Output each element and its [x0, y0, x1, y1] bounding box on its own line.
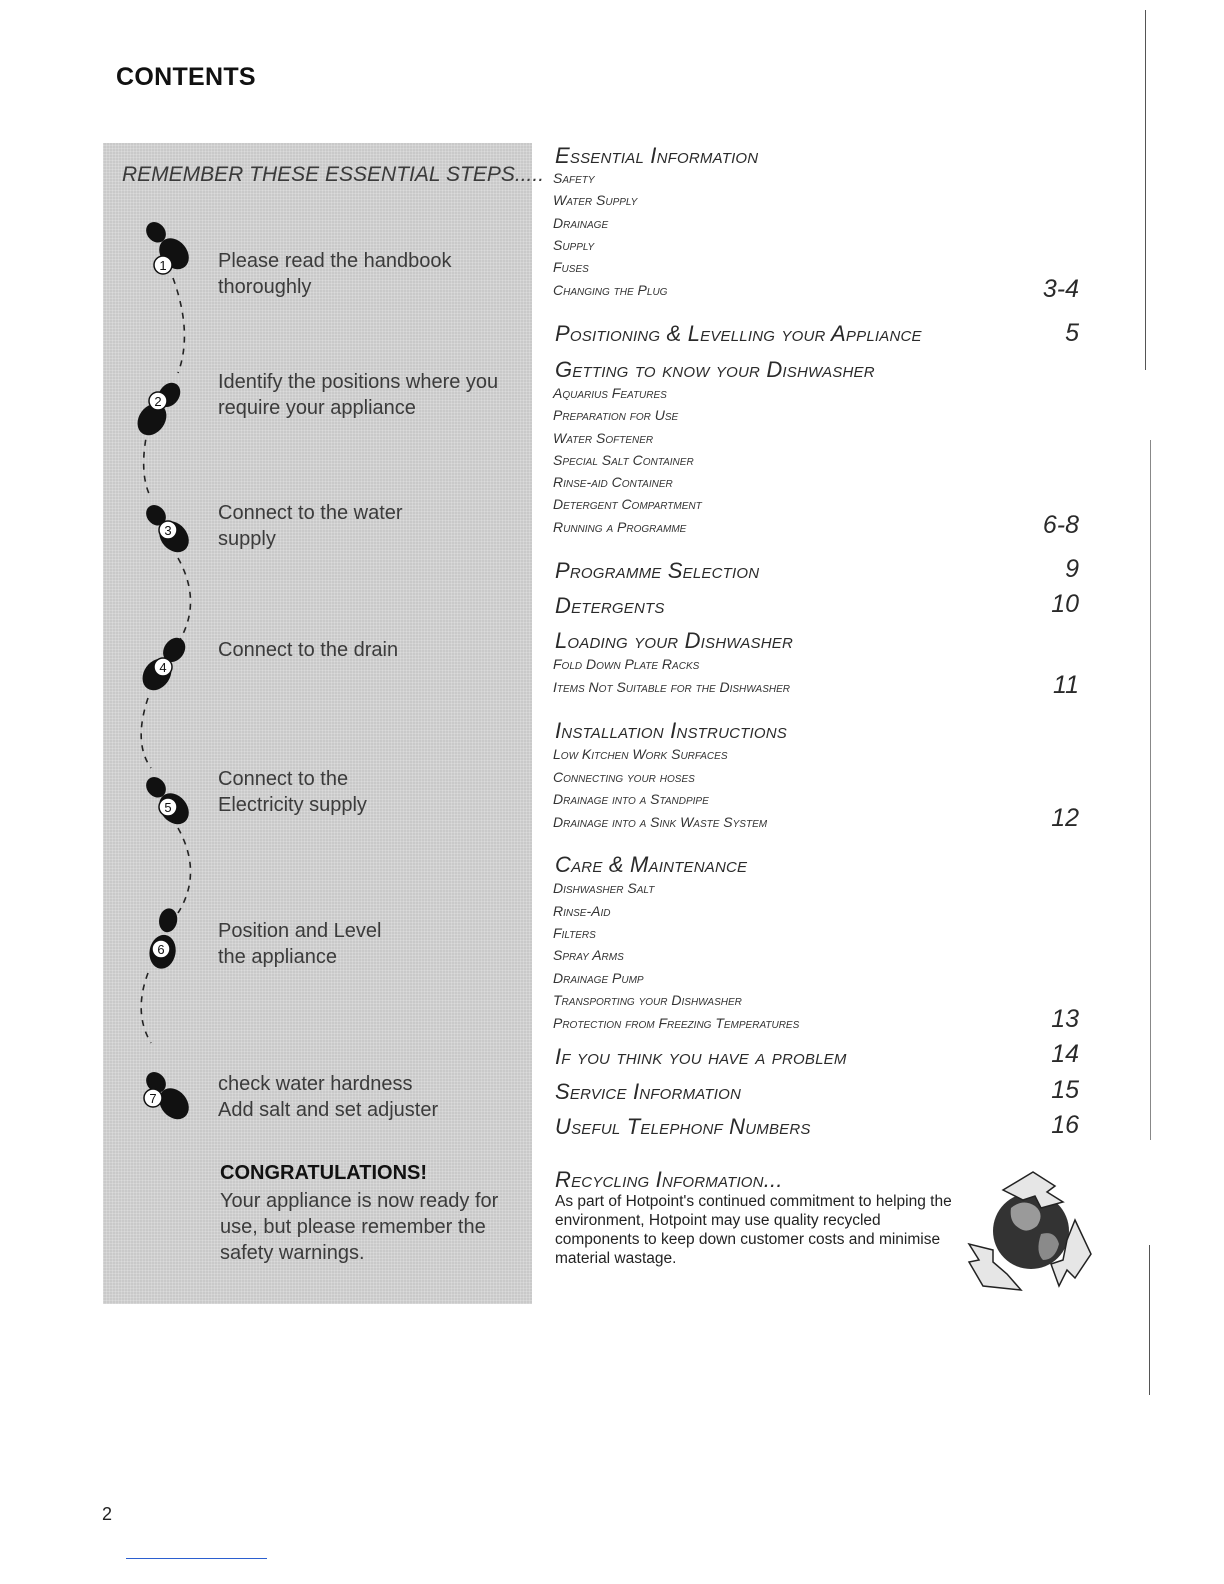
footprints-illustration [103, 143, 532, 1304]
page-number: 2 [102, 1504, 113, 1524]
margin-scan-line [1150, 440, 1151, 1140]
toc-item: Fold Down Plate Racks [553, 656, 700, 672]
toc-item: Items Not Suitable for the Dishwasher [553, 679, 790, 695]
toc-item: Special Salt Container [553, 452, 694, 468]
step-badge-4 [154, 658, 172, 676]
toc-item: Connecting your hoses [553, 769, 695, 785]
toc-item: Changing the Plug [553, 282, 668, 298]
toc-item: Transporting your Dishwasher [553, 992, 742, 1008]
recycle-globe-icon [963, 1168, 1099, 1294]
toc-page-number: 16 [1051, 1111, 1079, 1139]
step-line-2: Add salt and set adjuster [218, 1099, 439, 1121]
step-line-2: require your appliance [218, 397, 416, 419]
toc-essential-information: Essential Information [555, 143, 759, 168]
toc-item: Rinse-aid Container [553, 474, 673, 490]
toc-item: Spray Arms [553, 947, 624, 963]
page-title: CONTENTS [116, 63, 256, 91]
toc-telephone: Useful Telephonf Numbers [555, 1114, 811, 1139]
step-badge-2 [149, 392, 167, 410]
steps-heading: REMEMBER THESE ESSENTIAL STEPS..... [122, 163, 545, 186]
step-line-1: Connect to the [218, 768, 349, 790]
svg-text:4: 4 [159, 660, 167, 675]
recycling-heading: Recycling Information... [555, 1167, 783, 1192]
footprint-icon [147, 906, 183, 971]
step-4-text [218, 637, 398, 663]
toc-item: Drainage [553, 215, 609, 231]
step-line-1: Position and Level [218, 920, 382, 942]
recycling-text: As part of Hotpoint's continued commitment to helping the environment, Hotpoint may use quality recycled components to keep down customer costs and minimise material wastage. [555, 1193, 952, 1267]
toc-item: Drainage into a Standpipe [553, 791, 709, 807]
toc-getting-to-know: Getting to know your Dishwasher [555, 357, 875, 382]
step-badge-7 [144, 1089, 162, 1107]
toc-item: Low Kitchen Work Surfaces [553, 746, 728, 762]
toc-programme-selection: Programme Selection [555, 558, 760, 583]
toc-item: Dishwasher Salt [553, 880, 655, 896]
toc-page-number: 5 [1065, 319, 1079, 347]
step-6-text [218, 918, 381, 970]
toc-item: Safety [553, 170, 595, 186]
toc-page-number: 12 [1051, 804, 1079, 832]
toc-item: Drainage into a Sink Waste System [553, 814, 768, 830]
toc-page-number: 11 [1053, 671, 1079, 699]
step-badge-6 [152, 940, 170, 958]
step-2-text [218, 369, 498, 421]
step-line-1: check water hardness [218, 1073, 413, 1095]
step-3-text [218, 500, 403, 552]
toc-page-number: 15 [1051, 1076, 1079, 1104]
margin-scan-line [1145, 10, 1146, 370]
toc-page-number: 3-4 [1042, 275, 1079, 303]
step-7-text [218, 1071, 438, 1123]
step-line-2: Electricity supply [218, 794, 367, 816]
svg-text:5: 5 [164, 800, 172, 815]
toc-item: Running a Programme [553, 519, 687, 535]
svg-text:2: 2 [154, 394, 162, 409]
footer-rule [126, 1558, 267, 1559]
toc-item: Protection from Freezing Temperatures [553, 1015, 800, 1031]
step-1-text [218, 248, 452, 300]
step-badge-3 [159, 521, 177, 539]
toc-item: Water Supply [553, 192, 638, 208]
step-line-1: Identify the positions where you [218, 371, 499, 393]
toc-service: Service Information [555, 1079, 741, 1104]
congratulations-text: Your appliance is now ready for use, but please remember the safety warnings. [220, 1190, 499, 1264]
toc-positioning: Positioning & Levelling your Appliance [555, 321, 922, 346]
toc-item: Preparation for Use [553, 407, 679, 423]
step-line-1: Please read the handbook [218, 250, 452, 272]
step-line-1: Connect to the drain [218, 639, 399, 661]
step-badge-5 [159, 798, 177, 816]
margin-scan-line [1149, 1245, 1150, 1395]
toc-page-number: 9 [1065, 555, 1079, 583]
toc-page-number: 6-8 [1042, 511, 1079, 539]
svg-text:3: 3 [164, 523, 172, 538]
step-line-2: the appliance [218, 946, 337, 968]
step-line-2: supply [218, 528, 276, 550]
toc-problem: If you think you have a problem [555, 1044, 847, 1069]
svg-text:6: 6 [157, 942, 165, 957]
toc-page-number: 10 [1051, 590, 1079, 618]
toc-item: Water Softener [553, 430, 654, 446]
toc-detergents: Detergents [555, 593, 665, 618]
congratulations-heading: CONGRATULATIONS! [220, 1162, 428, 1184]
toc-installation: Installation Instructions [555, 718, 787, 743]
toc-page-number: 13 [1051, 1005, 1079, 1033]
toc-page-number: 14 [1051, 1040, 1079, 1068]
step-line-2: thoroughly [218, 276, 312, 298]
toc-item: Filters [553, 925, 596, 941]
toc-item: Rinse-Aid [553, 903, 611, 919]
svg-text:1: 1 [159, 258, 167, 273]
toc-item: Supply [553, 237, 595, 253]
toc-care-maintenance: Care & Maintenance [555, 852, 748, 877]
toc-item: Fuses [553, 259, 589, 275]
toc-loading: Loading your Dishwasher [555, 628, 794, 653]
step-line-1: Connect to the water [218, 502, 403, 524]
step-badge-1 [154, 256, 172, 274]
toc-item: Drainage Pump [553, 970, 644, 986]
toc-item: Aquarius Features [553, 385, 667, 401]
svg-text:7: 7 [149, 1091, 157, 1106]
step-5-text [218, 766, 367, 818]
toc-item: Detergent Compartment [553, 496, 702, 512]
